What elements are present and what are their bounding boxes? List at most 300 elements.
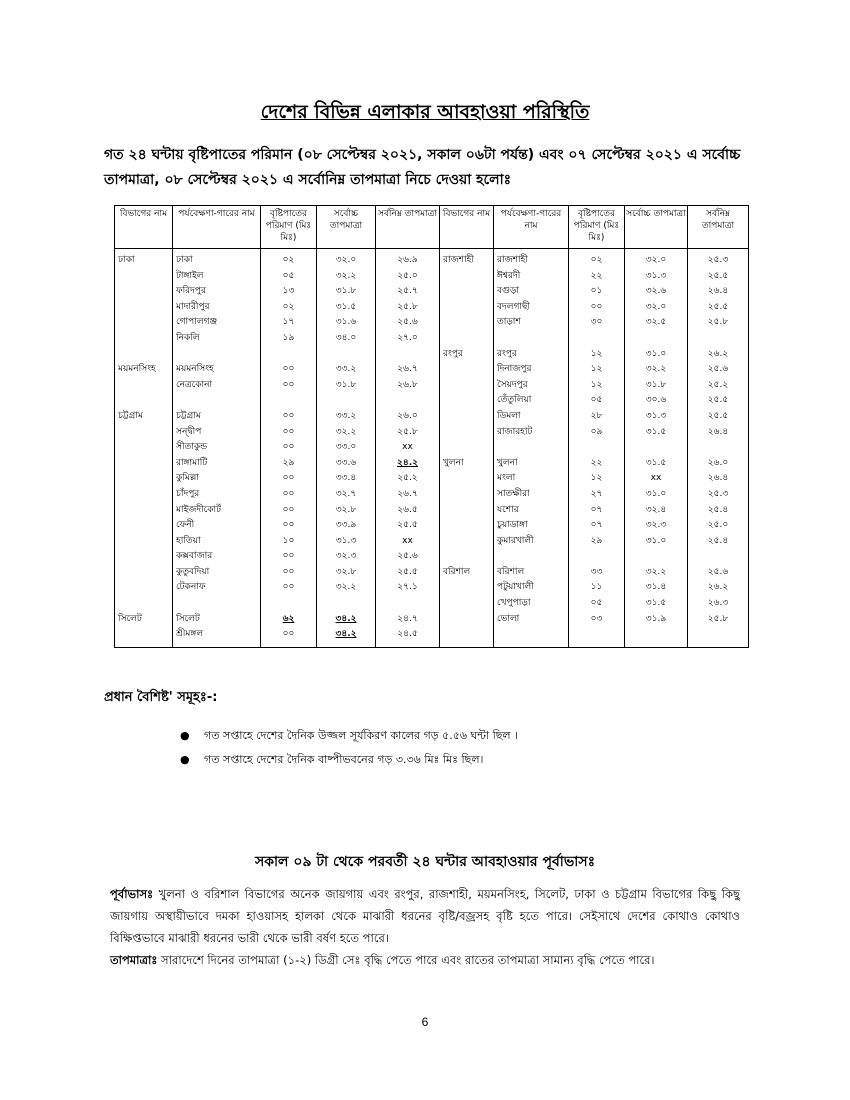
cell-value: নেত্রকোনা [176,379,213,390]
table-cell [440,549,494,565]
column-header: বৃষ্টিপাতের পরিমাণ (মিঃ মিঃ) [569,206,625,249]
table-cell [494,269,569,285]
bullet-text: গত সপ্তাহে দেশের দৈনিক বাষ্পীভবনের গড় ৩.৩৬ মিঃ মিঃ ছিল। [204,753,484,766]
table-cell [569,315,625,331]
cell-value: ঢাকা [176,255,193,265]
cell-value: খুলনা [497,457,518,468]
table-row [115,378,749,394]
cell-value: ২২ [590,270,603,281]
cell-value: xx [402,535,413,546]
cell-value: ময়মনসিংহ [176,364,214,375]
table-cell [317,249,376,269]
table-cell [494,627,569,648]
cell-value: তেঁতুলিয়া [497,395,532,406]
cell-value: ২৬.৪ [707,426,729,437]
column-header: সর্বোচ্চ তাপমাত্রা [317,206,376,249]
table-cell [376,580,440,596]
cell-value: ৩২.৮ [335,504,357,515]
cell-value: ০০ [590,301,603,312]
cell-value: ২৯ [282,457,295,468]
table-cell [115,315,173,331]
table-cell [317,487,376,503]
table-cell [688,425,749,441]
table-cell [625,315,688,331]
table-cell [688,518,749,534]
cell-value: ২৫.৫ [707,270,729,281]
table-row [115,596,749,612]
table-cell [440,534,494,550]
table-cell [317,409,376,425]
cell-value: টাঙ্গাইল [176,270,204,281]
cell-value: কুতুবদিয়া [176,566,210,577]
cell-value: ০৫ [590,395,603,406]
cell-value: ৩০ [590,317,603,328]
cell-value: কুমারখালী [497,535,534,546]
cell-value: হাতিয়া [176,535,201,546]
table-cell [317,565,376,581]
table-cell [494,440,569,456]
table-cell [440,331,494,347]
table-cell [688,487,749,503]
cell-value: ৩৩.২ [335,364,357,375]
cell-value: ৩৩.২ [335,410,357,421]
table-cell [569,249,625,269]
cell-value: ২৭.০ [397,332,418,343]
table-cell [440,503,494,519]
temperature-label: তাপমাত্রাঃ [110,953,158,967]
table-cell [688,284,749,300]
table-cell [261,393,317,409]
table-cell [376,269,440,285]
table-row [115,456,749,472]
table-cell [173,596,261,612]
cell-value: বগুড়া [497,286,520,297]
cell-value: বদলগাছী [497,301,530,312]
cell-value: ২৫.৩ [707,488,729,499]
table-cell [494,580,569,596]
table-cell [173,284,261,300]
cell-value: ২৫.৪ [707,535,729,546]
table-cell [569,425,625,441]
cell-value: ৩২.৮ [335,566,357,577]
table-cell [569,300,625,316]
table-cell [376,534,440,550]
cell-value: ৩১.৯ [645,613,667,624]
table-cell [625,249,688,269]
table-cell [115,487,173,503]
cell-value: বরিশাল [497,566,525,577]
table-cell [115,331,173,347]
cell-value: ০০ [282,504,295,515]
cell-value: ২৬.৩ [707,598,729,609]
table-row [115,612,749,628]
table-cell [569,503,625,519]
cell-value: ০০ [282,410,295,421]
table-cell [115,549,173,565]
table-cell [494,249,569,269]
table-cell [440,315,494,331]
cell-value: ময়মনসিংহ [118,364,156,375]
cell-value: ১৩ [282,286,295,297]
cell-value: ৩২.৫ [645,317,667,328]
cell-value: ০০ [282,551,295,562]
table-cell [494,362,569,378]
table-cell [494,534,569,550]
table-cell [625,440,688,456]
cell-value: ৩২.০ [645,255,667,265]
table-cell [317,393,376,409]
cell-value: ৩৩.৯ [335,520,357,531]
cell-value: ০০ [282,426,295,437]
table-cell [688,627,749,648]
table-cell [173,249,261,269]
table-cell [440,627,494,648]
table-row [115,331,749,347]
forecast-label: পূর্বাভাসঃ [110,887,154,901]
cell-value: রংপুর [443,348,463,359]
table-cell [261,362,317,378]
cell-value: চুয়াডাঙ্গা [497,520,528,531]
table-cell [317,425,376,441]
table-cell [173,425,261,441]
table-cell [115,440,173,456]
table-cell [625,269,688,285]
table-cell [625,409,688,425]
cell-value: ডিমলা [497,410,521,421]
table-cell [569,378,625,394]
cell-value: ২৫.৭ [397,286,418,297]
table-row [115,487,749,503]
table-cell [440,456,494,472]
table-cell [688,331,749,347]
cell-value: ০০ [282,582,295,593]
table-cell [494,315,569,331]
cell-value: ২৫.৬ [397,551,418,562]
table-cell [261,549,317,565]
table-row [115,580,749,596]
cell-value: ৩৪.০ [335,332,357,343]
table-cell [625,596,688,612]
table-cell [173,269,261,285]
table-cell [173,315,261,331]
table-cell [173,409,261,425]
table-cell [569,596,625,612]
cell-value: ৩১.৬ [335,317,357,328]
cell-value: ২৫.৫ [397,566,418,577]
table-cell [317,300,376,316]
table-cell [440,487,494,503]
table-cell [115,518,173,534]
table-cell [376,331,440,347]
cell-value: ০০ [282,566,295,577]
table-cell [440,269,494,285]
table-cell [440,612,494,628]
table-cell [688,471,749,487]
cell-value: ২৬.২ [707,582,729,593]
table-cell [317,503,376,519]
table-cell [625,347,688,363]
cell-value: ২৬.০ [397,410,418,421]
cell-value: ২৫.৫ [707,410,729,421]
table-cell [494,503,569,519]
cell-value: ০৩ [590,613,603,624]
table-cell [115,565,173,581]
table-cell [173,378,261,394]
features-list [180,724,518,772]
table-cell [625,456,688,472]
table-cell [173,471,261,487]
cell-value: ২৪.২ [397,457,418,468]
column-header: সর্বোচ্চ তাপমাত্রা [625,206,688,249]
column-header: পর্যবেক্ষণা-গারের নাম [494,206,569,249]
cell-value: সিলেট [118,613,142,624]
cell-value: ভোলা [497,613,520,624]
table-cell [440,440,494,456]
table-cell [688,269,749,285]
cell-value: ৩৪.২ [335,629,357,640]
table-cell [261,503,317,519]
temperature-text: সারাদেশে দিনের তাপমাত্রা (১-২) ডিগ্রী সেঃ বৃদ্ধি পেতে পারে এবং রাতের তাপমাত্রা সামান্য বৃদ্ধি পেতে পারে। [157,953,655,967]
column-header: সর্বনিম্ন তাপমাত্রা [688,206,749,249]
cell-value: ৩২.৩ [645,520,667,531]
table-cell [569,549,625,565]
table-body [115,249,749,648]
cell-value: রাজশাহী [497,255,528,265]
table-cell [440,249,494,269]
table-cell [115,471,173,487]
cell-value: ৩১.৫ [645,598,667,609]
cell-value: চট্টগ্রাম [176,410,201,421]
table-cell [173,580,261,596]
list-item [180,748,518,772]
table-row [115,315,749,331]
table-cell [569,347,625,363]
cell-value: চাঁদপুর [176,488,200,499]
table-cell [115,378,173,394]
table-row [115,362,749,378]
cell-value: ০০ [282,379,295,390]
cell-value: ২৬.৮ [397,379,418,390]
cell-value: ৩১.০ [645,348,667,359]
table-cell [376,440,440,456]
table-row [115,249,749,269]
cell-value: ৩১.৮ [645,379,667,390]
cell-value: সীতাকুন্ড [176,442,208,453]
table-cell [261,284,317,300]
cell-value: তাড়াশ [497,317,521,328]
cell-value: ১৯ [282,332,295,343]
table-cell [317,456,376,472]
table-cell [115,534,173,550]
table-row [115,534,749,550]
table-cell [688,503,749,519]
table-cell [261,269,317,285]
table-cell [376,565,440,581]
table-cell [688,440,749,456]
table-cell [494,347,569,363]
cell-value: ৩২.০ [645,301,667,312]
table-cell [625,393,688,409]
table-cell [317,612,376,628]
cell-value: ২৭ [590,488,603,499]
table-cell [376,300,440,316]
cell-value: ঢাকা [118,255,135,265]
table-row [115,269,749,285]
cell-value: ৩১.৩ [645,410,667,421]
cell-value: ২৪.৫ [397,629,418,640]
table-cell [625,565,688,581]
cell-value: ২৯ [590,535,603,546]
cell-value: দিনাজপুর [497,364,532,375]
table-cell [376,378,440,394]
table-cell [317,378,376,394]
weather-table [114,205,749,648]
table-cell [376,503,440,519]
table-cell [625,549,688,565]
table-cell [625,471,688,487]
table-cell [317,534,376,550]
cell-value: ৩১.৮ [335,379,357,390]
table-cell [625,612,688,628]
table-cell [688,393,749,409]
table-cell [688,534,749,550]
table-cell [115,249,173,269]
table-cell [440,347,494,363]
table-cell [317,580,376,596]
table-cell [317,284,376,300]
table-cell [625,362,688,378]
cell-value: ২৫.২ [397,473,418,484]
table-cell [261,347,317,363]
cell-value: ২৬.৪ [707,473,729,484]
cell-value: ৩২.৪ [645,504,667,515]
table-cell [376,249,440,269]
table-cell [440,518,494,534]
cell-value: ৩১.৩ [335,535,357,546]
table-cell [376,284,440,300]
cell-value: ৩১.৮ [335,286,357,297]
cell-value: ৩১.৩ [645,270,667,281]
cell-value: বরিশাল [443,566,471,577]
cell-value: ২৫.৮ [397,301,418,312]
bullet-icon: ● [180,753,190,766]
table-cell [494,549,569,565]
table-cell [569,471,625,487]
cell-value: ২৫.৬ [397,317,418,328]
cell-value: ০০ [282,364,295,375]
cell-value: ৩৩.৬ [335,457,357,468]
cell-value: ২৬.৫ [397,504,418,515]
table-cell [173,549,261,565]
table-cell [688,409,749,425]
table-cell [376,347,440,363]
cell-value: পটুয়াখালী [497,582,534,593]
cell-value: ৩৩ [590,566,603,577]
table-cell [376,456,440,472]
table-cell [569,627,625,648]
table-cell [494,565,569,581]
cell-value: ২৬.৯ [397,255,418,265]
table-row [115,549,749,565]
cell-value: ৩২.২ [645,566,667,577]
column-header: পর্যবেক্ষণা-গারের নাম [173,206,261,249]
table-cell [376,596,440,612]
table-cell [688,378,749,394]
cell-value: ২৫.৩ [707,255,729,265]
column-header: বিভাগের নাম [440,206,494,249]
table-cell [569,518,625,534]
cell-value: ২৬.৪ [707,286,729,297]
table-cell [173,487,261,503]
cell-value: চট্টগ্রাম [118,410,143,421]
table-row [115,627,749,648]
cell-value: ৩২.৭ [335,488,357,499]
table-cell [688,300,749,316]
table-cell [688,612,749,628]
table-cell [688,315,749,331]
cell-value: ২৫.০ [707,520,729,531]
page-number: 6 [421,1015,429,1029]
cell-value: ৩২.২ [645,364,667,375]
cell-value: ১২ [590,379,603,390]
table-cell [494,612,569,628]
table-cell [261,627,317,648]
cell-value: গোপালগঞ্জ [176,317,218,328]
forecast-title: সকাল ০৯ টা থেকে পরবর্তী ২৪ ঘন্টার আবহাওয়ার পূর্বাভাসঃ [254,854,596,870]
table-cell [625,487,688,503]
table-cell [440,378,494,394]
table-cell [494,425,569,441]
table-cell [569,580,625,596]
cell-value: ৩১.০ [645,488,667,499]
table-cell [569,284,625,300]
table-cell [317,269,376,285]
cell-value: ২৬.২ [707,348,729,359]
table-cell [376,315,440,331]
table-cell [688,362,749,378]
table-cell [688,580,749,596]
table-cell [173,440,261,456]
cell-value: ০৭ [590,520,603,531]
cell-value: ৩১.৪ [645,582,667,593]
table-cell [494,596,569,612]
cell-value: ০২ [282,301,295,312]
cell-value: সিলেট [176,613,200,624]
column-header: বিভাগের নাম [115,206,173,249]
table-cell [494,487,569,503]
cell-value: ৩২.২ [335,582,357,593]
table-cell [173,565,261,581]
cell-value: ১১ [590,582,603,593]
forecast-paragraph [110,883,740,949]
table-cell [688,456,749,472]
cell-value: ফরিদপুর [176,286,206,297]
table-cell [440,471,494,487]
table-row [115,565,749,581]
table-cell [173,518,261,534]
table-cell [173,347,261,363]
table-cell [440,596,494,612]
table-cell [440,409,494,425]
cell-value: ০৭ [590,504,603,515]
table-cell [317,362,376,378]
table-cell [261,565,317,581]
table-cell [317,596,376,612]
table-cell [625,518,688,534]
bullet-text: গত সপ্তাহে দেশের দৈনিক উজ্জল সূর্যকিরণ কালের গড় ৫.৫৬ ঘন্টা ছিল । [204,729,519,742]
table-cell [317,471,376,487]
table-cell [115,362,173,378]
